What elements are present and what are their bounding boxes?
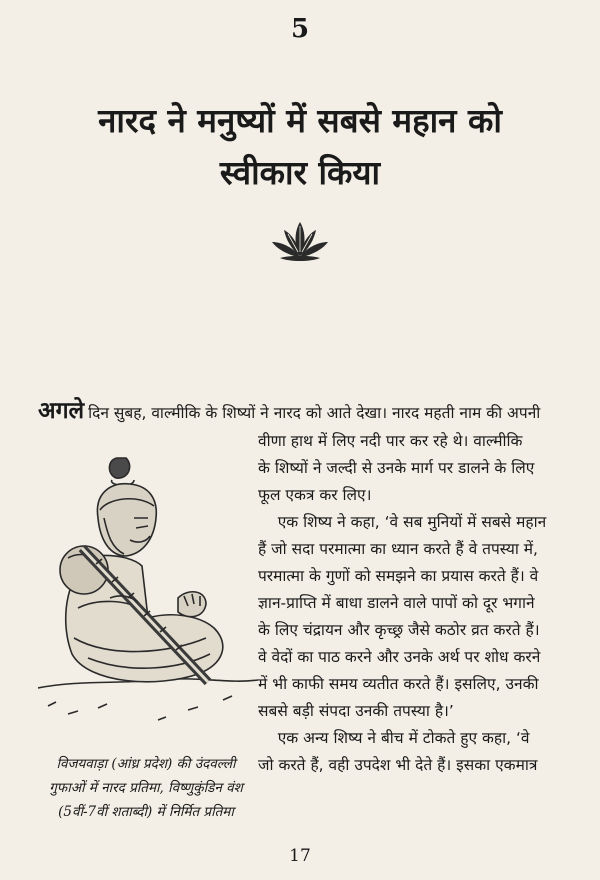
caption-line: गुफाओं में नारद प्रतिमा, विष्णुकुंडिन वंश	[49, 780, 243, 796]
chapter-title-line: नारद ने मनुष्यों में सबसे महान को	[98, 101, 502, 140]
body-line: सबसे बड़ी संपदा उनकी तपस्या है।’	[258, 702, 454, 720]
chapter-title-line: स्वीकार किया	[219, 153, 381, 192]
narada-statue-illustration	[38, 448, 258, 738]
caption-line: विजयवाड़ा (आंध्र प्रदेश) की उंदवल्ली	[56, 756, 236, 772]
body-line: वे वेदों का पाठ करने और उनके अर्थ पर शोध करने	[258, 648, 541, 666]
body-line: परमात्मा के गुणों को समझने का प्रयास करते हैं। वे	[258, 567, 539, 585]
body-line: हैं जो सदा परमात्मा का ध्यान करते हैं वे तपस्या में,	[258, 540, 538, 558]
opening-word: अगले	[38, 398, 85, 424]
body-text	[258, 428, 570, 779]
chapter-number: 5	[290, 14, 310, 44]
body-line: एक अन्य शिष्य ने बीच में टोकते हुए कहा, ‘वे	[258, 729, 530, 747]
page-number: 17	[289, 846, 311, 866]
chapter-title	[40, 95, 560, 199]
body-line: जो करते हैं, वही उपदेश भी देते हैं। इसका एकमात्र	[258, 756, 538, 774]
body-line: एक शिष्य ने कहा, ‘वे सब मुनियों में सबसे महान	[258, 513, 547, 531]
body-line: के शिष्यों ने जल्दी से उनके मार्ग पर डालने के लिए	[258, 459, 535, 477]
body-line: ज्ञान-प्राप्ति में बाधा डालने वाले पापों को दूर भगाने	[258, 594, 535, 612]
first-line	[38, 398, 568, 426]
body-line: वीणा हाथ में लिए नदी पार कर रहे थे। वाल्मीकि	[258, 432, 523, 450]
body-line: फूल एकत्र कर लिए।	[258, 486, 372, 504]
body-line: के लिए चंद्रायन और कृच्छ्र जैसे कठोर व्रत करते हैं।	[258, 621, 540, 639]
lotus-icon	[270, 220, 330, 264]
image-caption	[30, 752, 262, 824]
body-line: में भी काफी समय व्यतीत करते हैं। इसलिए, उनकी	[258, 675, 539, 693]
first-line-text: दिन सुबह, वाल्मीकि के शिष्यों ने नारद को आते देखा। नारद महती नाम की अपनी	[88, 404, 541, 422]
caption-line: (5वीं-7वीं शताब्दी) में निर्मित प्रतिमा	[58, 804, 234, 820]
